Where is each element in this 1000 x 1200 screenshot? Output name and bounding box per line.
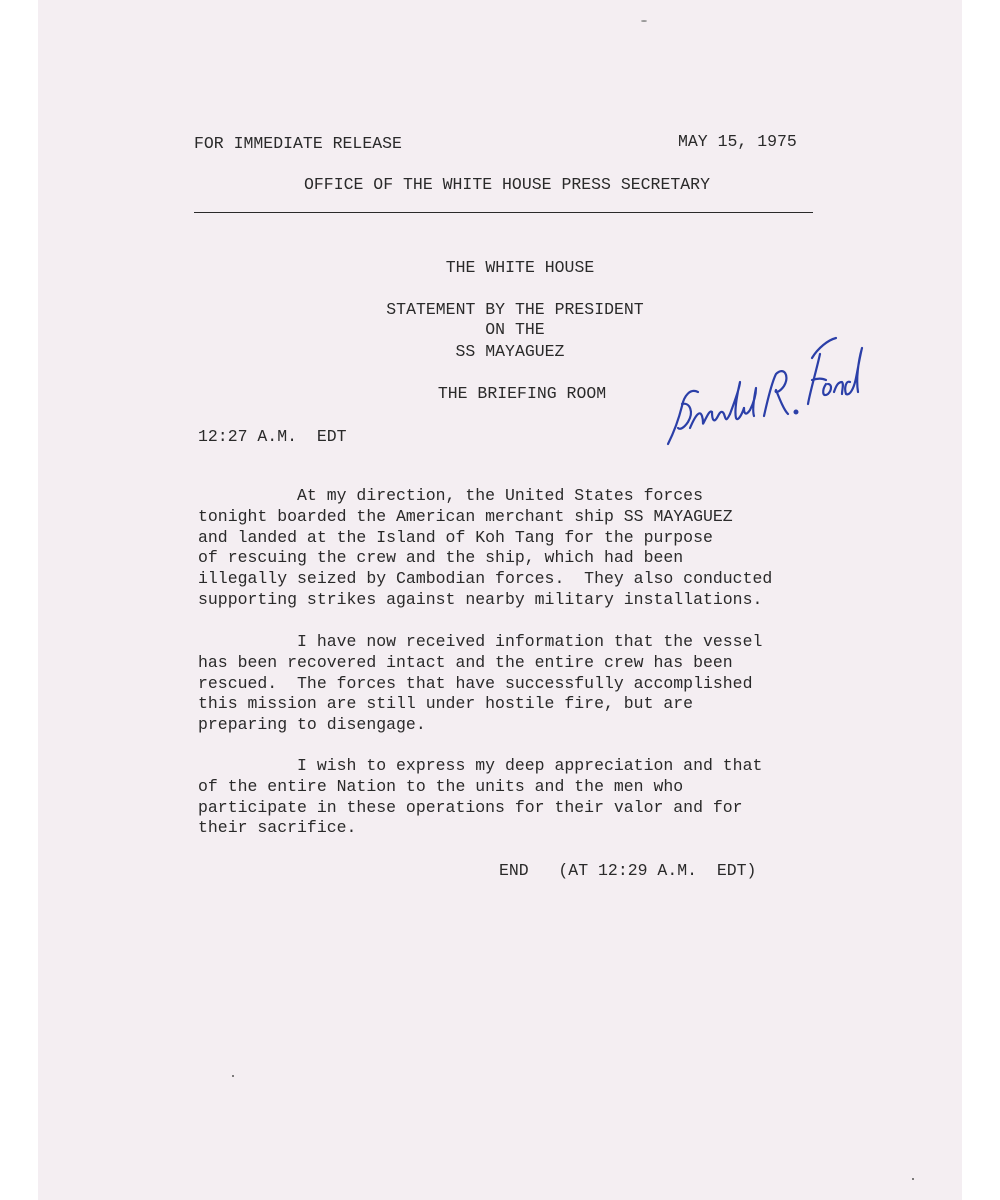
paragraph-1: At my direction, the United States forces tonight boarded the American merchant ship SS MAYAGUEZ and landed at the Island of Koh Tang for the purpose of rescuing the crew and the ship, which had been illegally seized by Cambodian forces. They also conducted supporting strikes against nearby military installations.: [198, 486, 773, 609]
paragraph-3: I wish to express my deep appreciation and that of the entire Nation to the units and the men who participate in these operations for their valor and for their sacrifice.: [198, 756, 763, 838]
paper-speck: [641, 20, 647, 22]
statement-title-line-3: SS MAYAGUEZ: [455, 342, 565, 361]
statement-title-line-1: STATEMENT BY THE PRESIDENT: [386, 300, 644, 319]
closing-line: END (AT 12:29 A.M. EDT): [499, 861, 757, 880]
paper-speck: [912, 1178, 914, 1180]
location-heading: THE BRIEFING ROOM: [437, 384, 607, 403]
header-divider: [194, 212, 813, 213]
paragraph-2: I have now received information that the vessel has been recovered intact and the entire crew has been rescued. The forces that have successfully accomplished this mission are still under hostile fire, but are preparing to disengage.: [198, 632, 763, 735]
statement-title-line-2: ON THE: [485, 320, 545, 339]
release-notice: FOR IMMEDIATE RELEASE: [194, 134, 402, 153]
paper-speck: [232, 1075, 234, 1077]
signature: [660, 318, 870, 450]
statement-time: 12:27 A.M. EDT: [198, 427, 347, 446]
office-heading: OFFICE OF THE WHITE HOUSE PRESS SECRETARY: [304, 175, 710, 194]
institution-heading: THE WHITE HOUSE: [445, 258, 595, 277]
release-date: MAY 15, 1975: [678, 132, 797, 151]
